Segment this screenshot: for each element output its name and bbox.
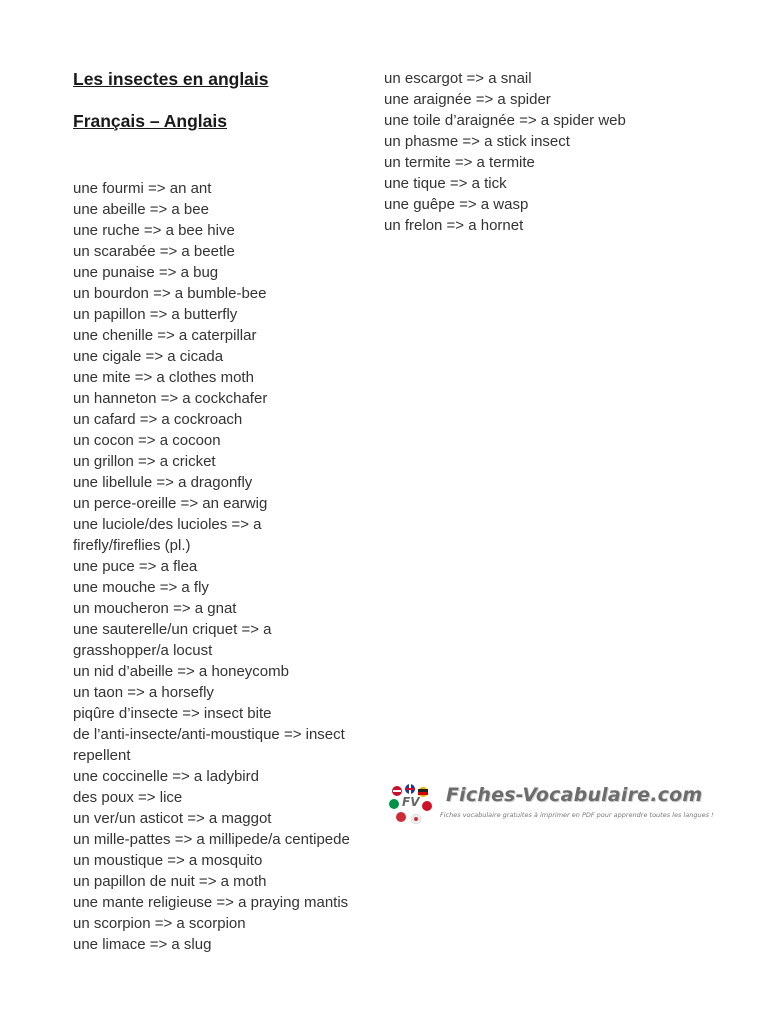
page-title: Les insectes en anglais: [73, 69, 269, 89]
vocab-entry: une abeille => a bee: [73, 201, 209, 218]
logo-tagline: Fiches vocabulaire gratuites à imprimer en PDF pour apprendre toutes les langues !: [440, 811, 714, 819]
vocabulary-list-right: [384, 68, 744, 236]
page-subtitle: Français – Anglais: [73, 111, 227, 131]
vocab-entry: une libellule => a dragonfly: [73, 474, 253, 491]
vocab-entry: un scarabée => a beetle: [73, 243, 235, 260]
vocab-entry: un cafard => a cockroach: [73, 411, 243, 428]
vocab-entry: un perce-oreille => an earwig: [73, 495, 268, 512]
logo-wordmark: Fiches-Vocabulaire.com: [446, 784, 703, 806]
vocab-entry: une araignée => a spider: [384, 91, 551, 108]
vocab-entry: un phasme => a stick insect: [384, 133, 570, 150]
site-logo: [388, 782, 714, 826]
vocab-entry: une luciole/des lucioles => a firefly/fireflies (pl.): [73, 516, 262, 554]
vocab-entry: un frelon => a hornet: [384, 217, 524, 234]
vocab-entry: un nid d’abeille => a honeycomb: [73, 663, 289, 680]
vocab-entry: une mouche => a fly: [73, 579, 209, 596]
vocab-entry: une sauterelle/un criquet => a grasshopper/a locust: [73, 621, 272, 659]
vocab-entry: une ruche => a bee hive: [73, 222, 235, 239]
left-column: [73, 68, 388, 955]
vocab-entry: une limace => a slug: [73, 936, 212, 953]
vocab-entry: une mante religieuse => a praying mantis: [73, 894, 349, 911]
vocab-entry: un bourdon => a bumble-bee: [73, 285, 267, 302]
vocab-entry: un termite => a termite: [384, 154, 535, 171]
vocab-entry: une chenille => a caterpillar: [73, 327, 257, 344]
vocab-entry: un cocon => a cocoon: [73, 432, 221, 449]
vocab-entry: une fourmi => an ant: [73, 180, 212, 197]
vocab-entry: des poux => lice: [73, 789, 183, 806]
vocab-entry: un mille-pattes => a millipede/a centipede: [73, 831, 350, 848]
vocab-entry: un grillon => a cricket: [73, 453, 216, 470]
logo-badge: FV: [402, 795, 420, 809]
vocab-entry: une guêpe => a wasp: [384, 196, 529, 213]
vocab-entry: un scorpion => a scorpion: [73, 915, 246, 932]
vocab-entry: un escargot => a snail: [384, 70, 532, 87]
vocab-entry: un taon => a horsefly: [73, 684, 214, 701]
vocab-entry: un papillon de nuit => a moth: [73, 873, 267, 890]
vocab-entry: une punaise => a bug: [73, 264, 219, 281]
vocabulary-list-left: [73, 178, 388, 955]
vocab-entry: un ver/un asticot => a maggot: [73, 810, 272, 827]
vocab-entry: piqûre d’insecte => insect bite: [73, 705, 272, 722]
vocab-entry: une puce => a flea: [73, 558, 198, 575]
vocab-entry: de l’anti-insecte/anti-moustique => insect repellent: [73, 726, 345, 764]
vocab-entry: un moustique => a mosquito: [73, 852, 263, 869]
vocab-entry: une tique => a tick: [384, 175, 507, 192]
vocab-entry: une cigale => a cicada: [73, 348, 224, 365]
vocab-entry: une mite => a clothes moth: [73, 369, 254, 386]
vocab-entry: un papillon => a butterfly: [73, 306, 238, 323]
vocab-entry: un moucheron => a gnat: [73, 600, 237, 617]
vocab-entry: une coccinelle => a ladybird: [73, 768, 259, 785]
vocab-entry: un hanneton => a cockchafer: [73, 390, 268, 407]
vocab-entry: une toile d’araignée => a spider web: [384, 112, 626, 129]
